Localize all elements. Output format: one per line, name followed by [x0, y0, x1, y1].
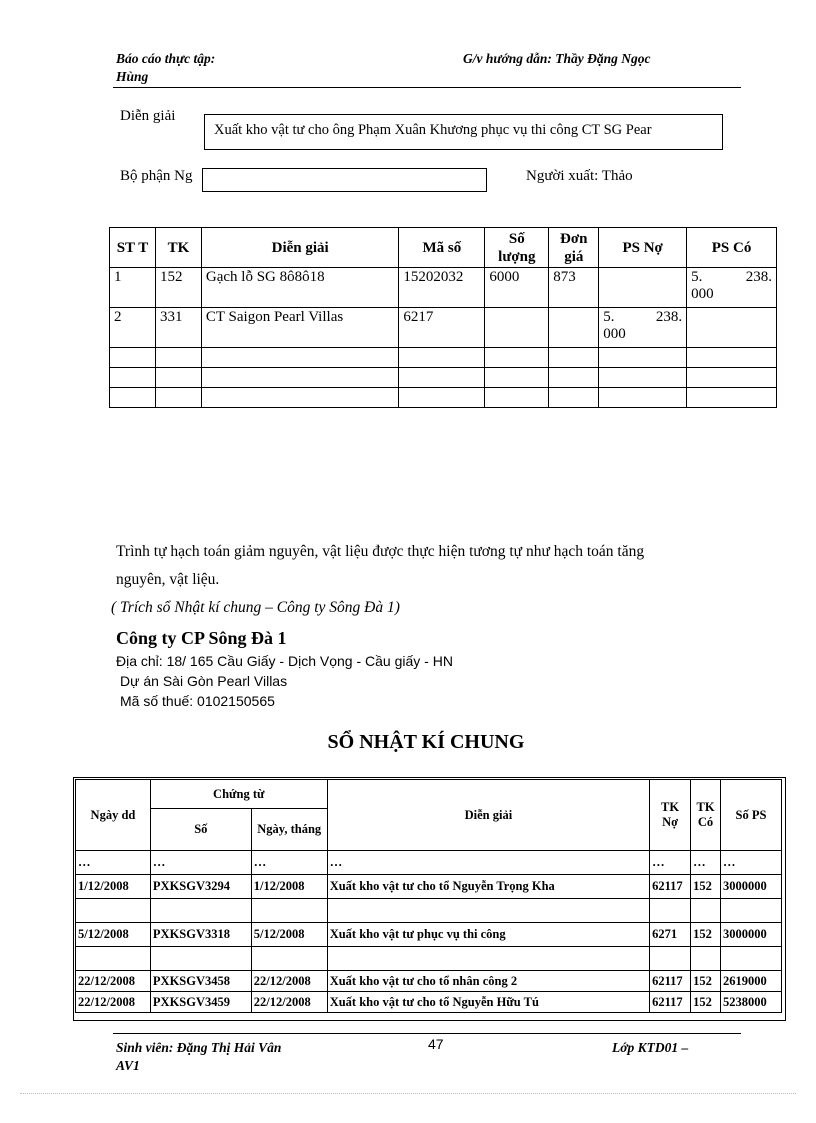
amount-part: 000 [691, 286, 714, 302]
cell-so-ps: 3000000 [721, 875, 782, 899]
table-row [110, 268, 777, 308]
cell-dien-giai: Xuất kho vật tư phục vụ thi công [327, 923, 649, 947]
table-row [76, 971, 782, 992]
cell-tk-no: 62117 [650, 971, 691, 992]
page-edge [20, 1093, 796, 1094]
cell-ngay: 22/12/2008 [76, 992, 151, 1013]
amount-part: 5. [603, 309, 615, 325]
cell-ps-no [599, 308, 687, 348]
cell-dien-giai: Xuất kho vật tư cho tổ nhân công 2 [327, 971, 649, 992]
table-row-empty [76, 899, 782, 923]
page-number: 47 [428, 1036, 444, 1052]
cell-dien-giai: Gạch lỗ SG 8ô8ô18 [201, 268, 399, 308]
cell-don-gia: 873 [549, 268, 599, 308]
para-line: nguyên, vật liệu. [116, 571, 220, 588]
amount-part: 5. [691, 269, 703, 285]
voucher-table [109, 227, 777, 408]
company-tax: Mã số thuế: 0102150565 [120, 693, 275, 709]
footer-rule [113, 1033, 741, 1034]
company-address: Địa chỉ: 18/ 165 Cầu Giấy - Dịch Vọng - Cầu giấy - HN [116, 653, 453, 669]
ellipsis: … [650, 851, 691, 875]
nguoi-xuat: Người xuất: Thảo [526, 168, 633, 184]
dien-giai-value: Xuất kho vật tư cho ông Phạm Xuân Khương phục vụ thi công CT SG Pear [214, 122, 652, 138]
footer-class: Lớp KTD01 – [612, 1040, 689, 1055]
cell-ngay-thang: 1/12/2008 [251, 875, 327, 899]
dien-giai-label: Diễn giải [120, 108, 176, 124]
col-dien-giai: Diễn giải [201, 228, 399, 268]
header-supervisor: G/v hướng dẫn: Thầy Đặng Ngọc [463, 51, 651, 66]
table-row [76, 923, 782, 947]
ellipsis: … [721, 851, 782, 875]
cell-tk: 152 [155, 268, 201, 308]
cell-ngay: 1/12/2008 [76, 875, 151, 899]
col-chung-tu: Chứng từ [150, 780, 327, 809]
col-ps-no: PS Nợ [599, 228, 687, 268]
footer-left [116, 1039, 281, 1075]
journal-header-row [76, 780, 782, 809]
ellipsis: … [150, 851, 251, 875]
body-paragraph [116, 538, 756, 594]
col-ma-so: Mã số [399, 228, 485, 268]
amount-part: 000 [603, 326, 626, 342]
col-tk-no: TK Nợ [650, 780, 691, 851]
cell-stt: 1 [110, 268, 156, 308]
cell-stt: 2 [110, 308, 156, 348]
cell-tk-co: 152 [691, 992, 721, 1013]
col-don-gia: Đơn giá [549, 228, 599, 268]
table-row-empty [110, 388, 777, 408]
source-note: ( Trích sổ Nhật kí chung – Công ty Sông Đà 1) [111, 599, 400, 616]
cell-tk-no: 62117 [650, 875, 691, 899]
amount-part: 238. [655, 309, 683, 325]
col-so-ps: Số PS [721, 780, 782, 851]
cell-tk-co: 152 [691, 875, 721, 899]
ellipsis-row [76, 851, 782, 875]
cell-so: PXKSGV3459 [150, 992, 251, 1013]
cell-don-gia [549, 308, 599, 348]
col-tk-co: TK Có [691, 780, 721, 851]
para-line: Trình tự hạch toán giảm nguyên, vật liệu được thực hiện tương tự như hạch toán tăng [116, 543, 645, 560]
cell-ngay: 5/12/2008 [76, 923, 151, 947]
table-row [110, 308, 777, 348]
ellipsis: … [76, 851, 151, 875]
col-ps-co: PS Có [687, 228, 777, 268]
table-row-empty [76, 947, 782, 971]
ellipsis: … [251, 851, 327, 875]
col-so-luong: Số lượng [485, 228, 549, 268]
ellipsis: … [691, 851, 721, 875]
header-rule [113, 87, 741, 88]
footer-student: Sinh viên: Đặng Thị Hải Vân [116, 1040, 282, 1055]
cell-tk: 331 [155, 308, 201, 348]
ellipsis: … [327, 851, 649, 875]
cell-so: PXKSGV3318 [150, 923, 251, 947]
table-row-empty [110, 368, 777, 388]
header-report-title-cont: Hùng [116, 69, 149, 84]
company-info [116, 651, 453, 711]
col-so: Số [150, 809, 251, 851]
cell-ps-co [687, 308, 777, 348]
cell-ma-so: 15202032 [399, 268, 485, 308]
cell-so: PXKSGV3458 [150, 971, 251, 992]
cell-ps-no [599, 268, 687, 308]
cell-so-ps: 2619000 [721, 971, 782, 992]
company-name: Công ty CP Sông Đà 1 [116, 628, 287, 648]
journal-table [75, 779, 782, 1013]
dien-giai-box [204, 114, 723, 150]
company-project: Dự án Sài Gòn Pearl Villas [120, 673, 288, 689]
cell-dien-giai: Xuất kho vật tư cho tổ Nguyễn Trọng Kha [327, 875, 649, 899]
cell-ma-so: 6217 [399, 308, 485, 348]
cell-ngay-thang: 22/12/2008 [251, 992, 327, 1013]
header-left [116, 50, 215, 86]
cell-ngay-thang: 22/12/2008 [251, 971, 327, 992]
cell-tk-no: 62117 [650, 992, 691, 1013]
cell-so-ps: 5238000 [721, 992, 782, 1013]
header-report-title: Báo cáo thực tập: [116, 51, 216, 66]
cell-so-ps: 3000000 [721, 923, 782, 947]
cell-dien-giai: CT Saigon Pearl Villas [201, 308, 399, 348]
cell-ps-co [687, 268, 777, 308]
col-stt: ST T [110, 228, 156, 268]
bo-phan-label: Bộ phận Ng [120, 168, 193, 184]
cell-so-luong: 6000 [485, 268, 549, 308]
cell-ngay-thang: 5/12/2008 [251, 923, 327, 947]
table-row [76, 992, 782, 1013]
amount-part: 238. [745, 269, 772, 285]
table-row-empty [110, 348, 777, 368]
cell-tk-co: 152 [691, 971, 721, 992]
cell-so: PXKSGV3294 [150, 875, 251, 899]
cell-ngay: 22/12/2008 [76, 971, 151, 992]
col-ngay-thang: Ngày, tháng [251, 809, 327, 851]
col-tk: TK [155, 228, 201, 268]
col-dien-giai: Diễn giải [327, 780, 649, 851]
journal-title: SỔ NHẬT KÍ CHUNG [327, 731, 525, 753]
footer-student-cont: AV1 [116, 1058, 140, 1073]
table-row [76, 875, 782, 899]
cell-tk-co: 152 [691, 923, 721, 947]
voucher-header-row [110, 228, 777, 268]
cell-dien-giai: Xuất kho vật tư cho tổ Nguyễn Hữu Tú [327, 992, 649, 1013]
bo-phan-box [202, 168, 487, 192]
cell-tk-no: 6271 [650, 923, 691, 947]
cell-so-luong [485, 308, 549, 348]
col-ngay: Ngày dd [76, 780, 151, 851]
